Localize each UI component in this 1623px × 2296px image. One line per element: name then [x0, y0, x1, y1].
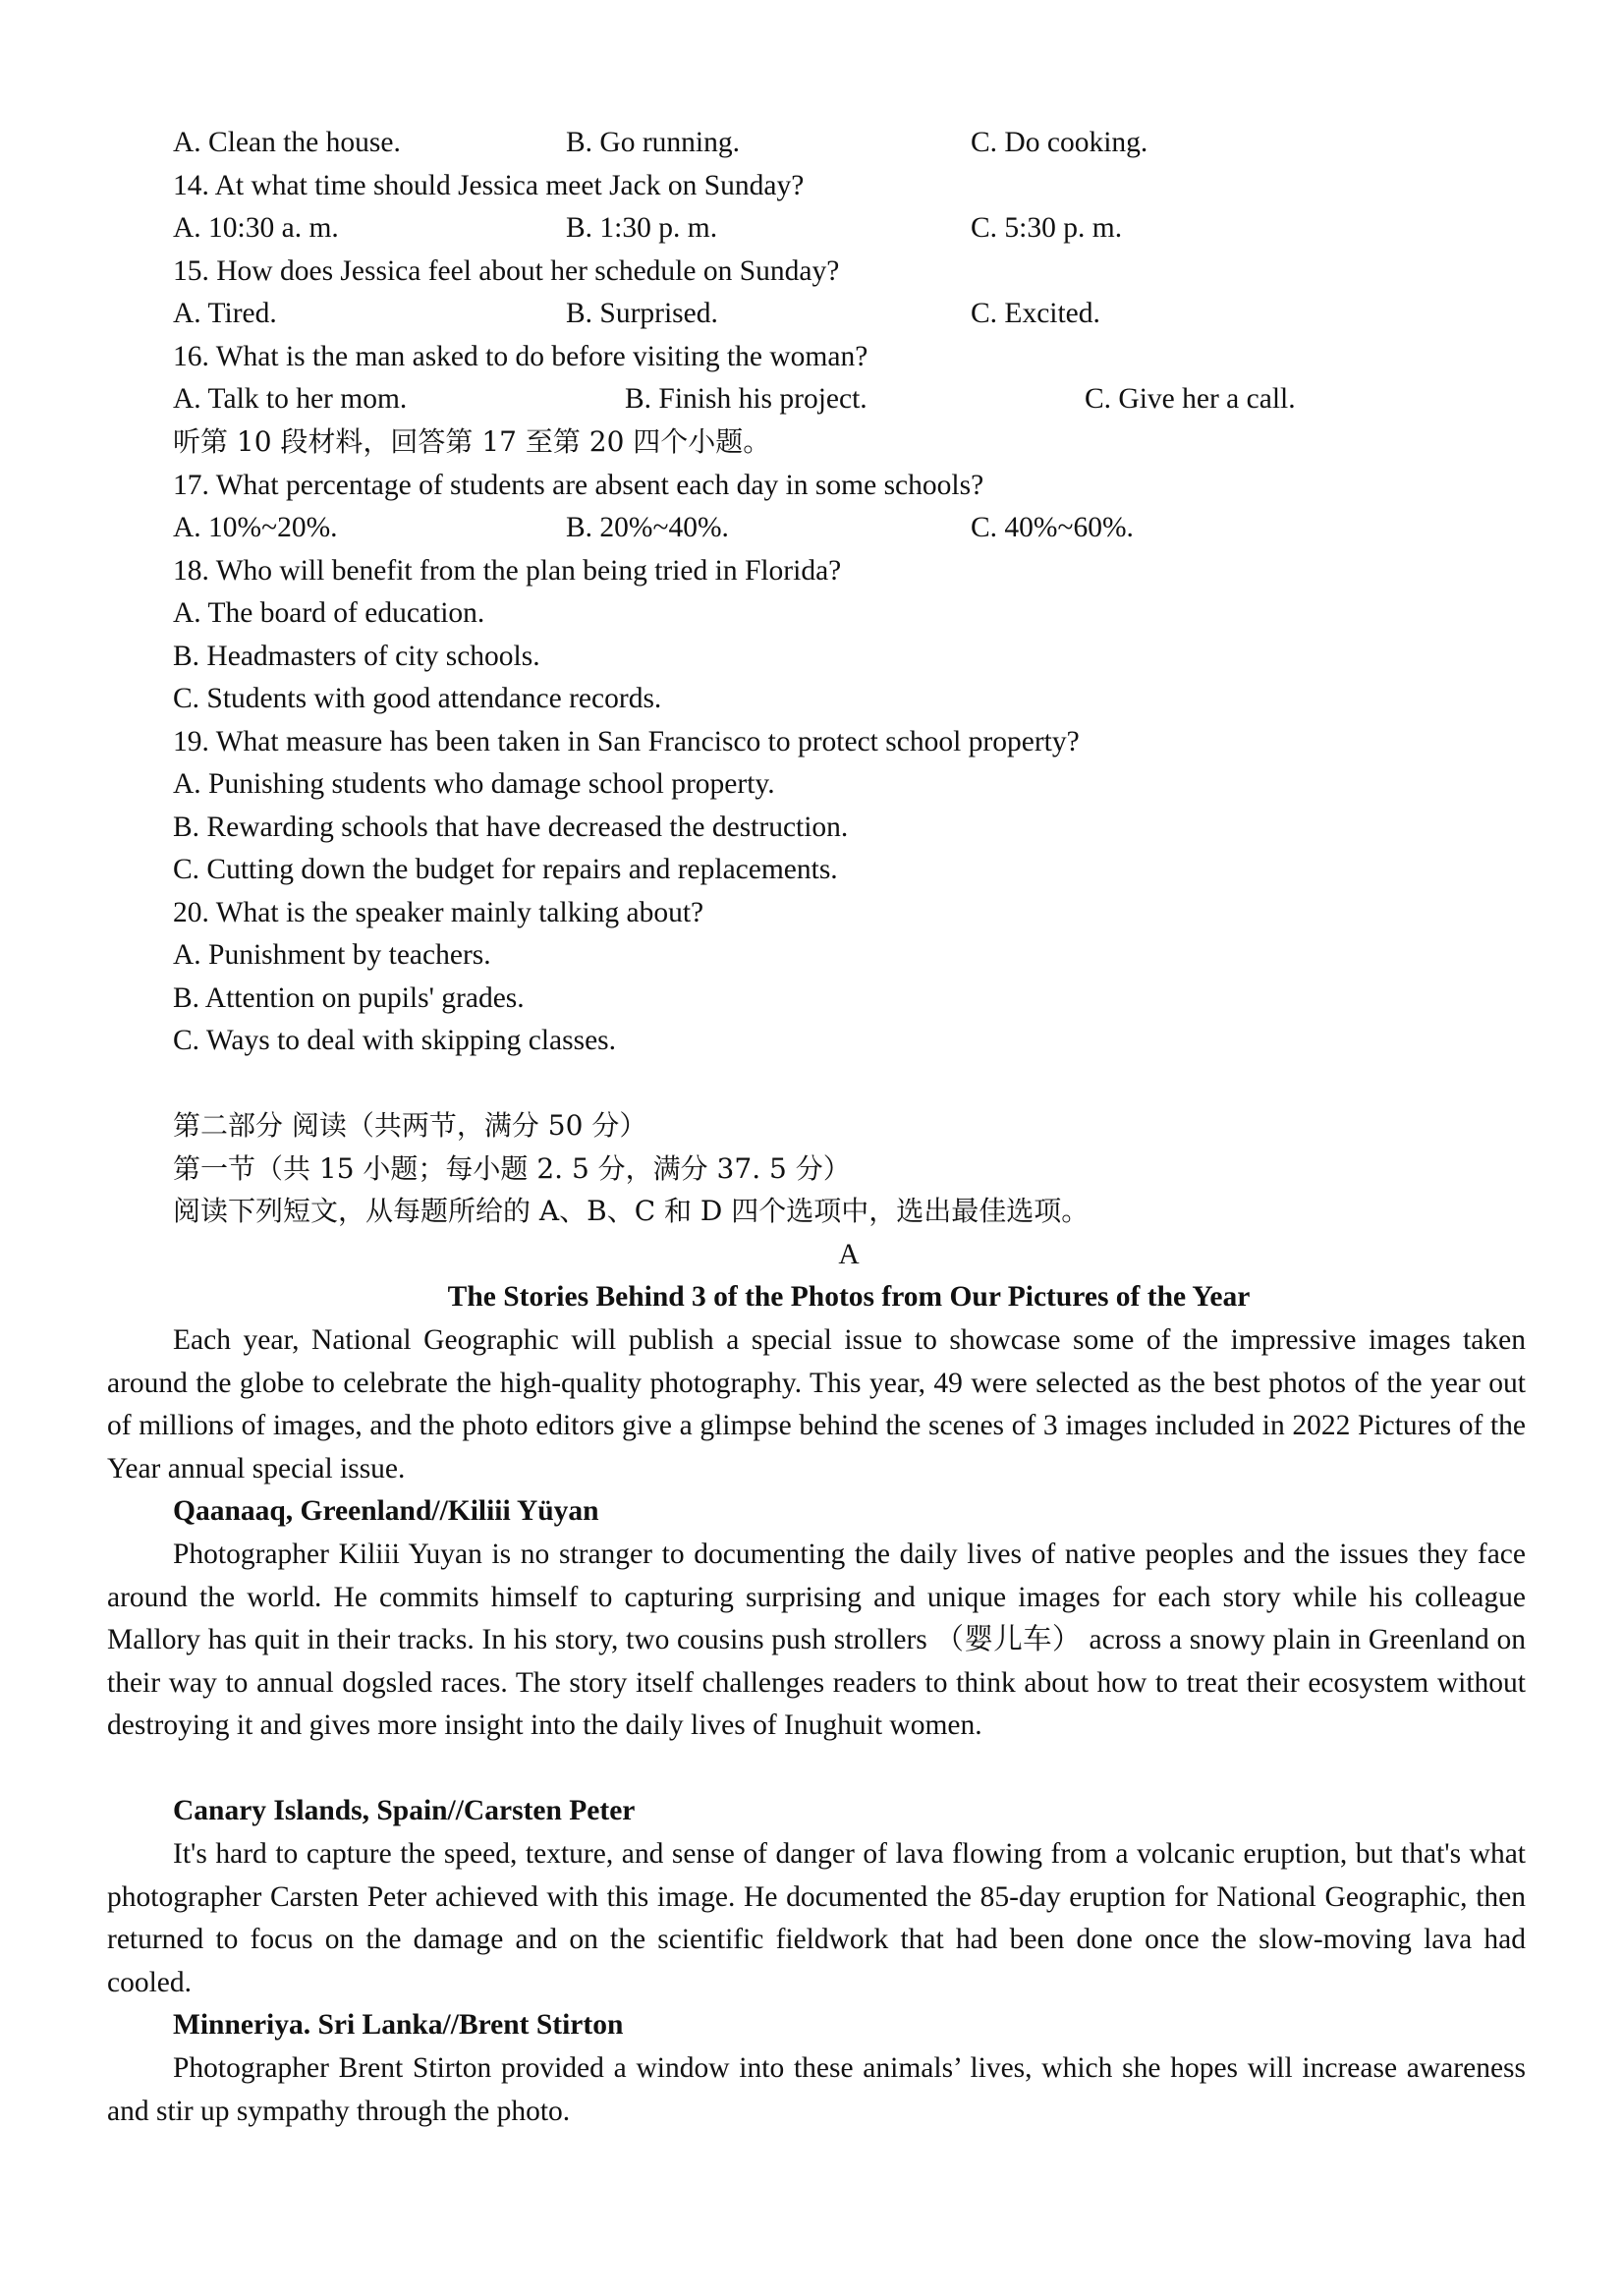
q16-options	[0, 381, 1623, 417]
option-b: B. Headmasters of city schools.	[173, 641, 540, 672]
option-c: C. Do cooking.	[971, 127, 1148, 158]
question-20: 20. What is the speaker mainly talking about?	[173, 897, 704, 928]
option-a: A. Punishing students who damage school property.	[173, 768, 775, 800]
option-c: C. 5:30 p. m.	[971, 212, 1123, 244]
option-b: B. Go running.	[566, 127, 740, 158]
q15-options	[0, 296, 1623, 331]
option-a: A. 10%~20%.	[173, 512, 338, 543]
option-c: C. Give her a call.	[1085, 383, 1296, 415]
option-b: B. 1:30 p. m.	[566, 212, 718, 244]
passage-title: The Stories Behind 3 of the Photos from Our Pictures of the Year	[447, 1281, 1251, 1313]
part-title: 第二部分 阅读（共两节，满分 50 分）	[173, 1109, 647, 1142]
question-17: 17. What percentage of students are absent each day in some schools?	[173, 470, 984, 501]
intro-paragraph: Each year, National Geographic will publish a special issue to showcase some of the impressive images taken around the globe to celebrate the high-quality photography. This year, 49 were selected as the best photos of the year out of millions of images, and the photo editors give a glimpse behind the scenes of 3 images included in 2022 Pictures of the Year annual special issue.	[107, 1324, 1526, 1484]
section-title: 第一节（共 15 小题；每小题 2. 5 分，满分 37. 5 分）	[173, 1152, 851, 1185]
option-c: C. Ways to deal with skipping classes.	[173, 1025, 617, 1056]
question-19: 19. What measure has been taken in San Francisco to protect school property?	[173, 726, 1080, 757]
option-a: A. Clean the house.	[173, 127, 401, 158]
option-b: B. Rewarding schools that have decreased the destruction.	[173, 812, 849, 843]
listening-instruction: 听第 10 段材料，回答第 17 至第 20 四个小题。	[173, 425, 771, 458]
option-c: C. Cutting down the budget for repairs and replacements.	[173, 854, 838, 885]
reading-instruction: 阅读下列短文，从每题所给的 A、B、C 和 D 四个选项中，选出最佳选项。	[173, 1195, 1090, 1227]
option-a: A. Talk to her mom.	[173, 383, 408, 415]
option-a: A. 10:30 a. m.	[173, 212, 339, 244]
option-a: A. The board of education.	[173, 597, 485, 629]
option-b: B. 20%~40%.	[566, 512, 729, 543]
option-b: B. Finish his project.	[625, 383, 867, 415]
section-body: Photographer Brent Stirton provided a window into these animals’ lives, which she hopes will increase awareness and stir up sympathy through the photo.	[107, 2052, 1526, 2127]
option-c: C. Excited.	[971, 298, 1100, 329]
question-14: 14. At what time should Jessica meet Jack on Sunday?	[173, 170, 805, 201]
option-c: C. 40%~60%.	[971, 512, 1134, 543]
option-a: A. Punishment by teachers.	[173, 939, 491, 971]
option-a: A. Tired.	[173, 298, 277, 329]
question-15: 15. How does Jessica feel about her schedule on Sunday?	[173, 255, 840, 287]
question-18: 18. Who will benefit from the plan being tried in Florida?	[173, 555, 842, 587]
q14-options	[0, 210, 1623, 246]
section-heading: Qaanaaq, Greenland//Kiliii Yüyan	[173, 1495, 599, 1527]
q13-options	[0, 125, 1623, 160]
option-b: B. Surprised.	[566, 298, 718, 329]
section-body: Photographer Kiliii Yuyan is no stranger to documenting the daily lives of native peoples and the issues they face around the world. He commits himself to capturing surprising and unique images for each story while his colleague Mallory has quit in their tracks. In his story, two cousins push strollers （婴儿车） across a snowy plain in Greenland on their way to annual dogsled races. The story itself challenges readers to think about how to treat their ecosystem without destroying it and gives more insight into the daily lives of Inughuit women.	[107, 1539, 1526, 1742]
section-body: It's hard to capture the speed, texture, and sense of danger of lava flowing from a volcanic eruption, but that's what photographer Carsten Peter achieved with this image. He documented the 85-day eruption for National Geographic, then returned to focus on the damage and on the scientific fieldwork that had been done once the slow-moving lava had cooled.	[107, 1838, 1526, 1998]
question-16: 16. What is the man asked to do before visiting the woman?	[173, 341, 868, 372]
section-heading: Canary Islands, Spain//Carsten Peter	[173, 1795, 636, 1826]
q17-options	[0, 510, 1623, 545]
section-heading: Minneriya. Sri Lanka//Brent Stirton	[173, 2009, 624, 2041]
option-c: C. Students with good attendance records.	[173, 683, 662, 714]
option-b: B. Attention on pupils' grades.	[173, 982, 525, 1014]
passage-letter: A	[838, 1239, 860, 1270]
